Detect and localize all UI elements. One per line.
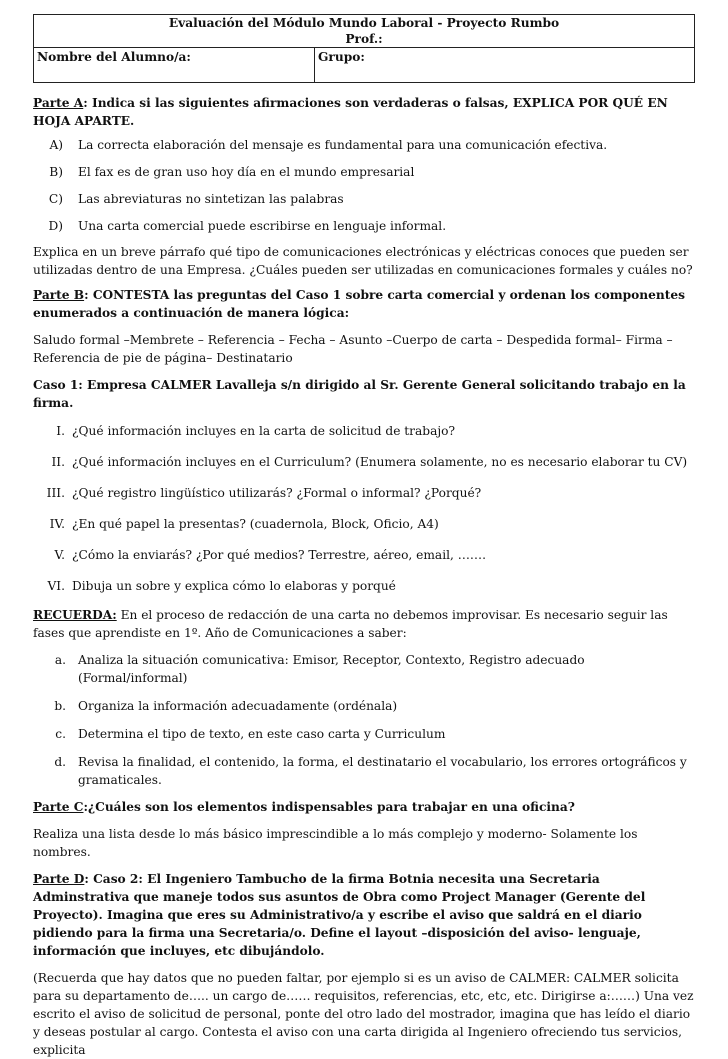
list-item xyxy=(33,753,695,789)
list-item xyxy=(33,190,695,208)
parte-a-explica: Explica en un breve párrafo qué tipo de comunicaciones electrónicas y eléctricas conoces que pueden ser utilizadas dentro de una Empresa. ¿Cuáles pueden ser utilizadas en comunicaciones formales y cuáles no? xyxy=(33,245,693,277)
caso-1-text: Caso 1: Empresa CALMER Lavalleja s/n dirigido al Sr. Gerente General solicitando trabajo en la firma. xyxy=(33,378,686,410)
list-item xyxy=(33,697,695,715)
parte-a-list xyxy=(33,136,695,235)
parte-a-heading xyxy=(33,94,695,130)
list-item-text: El fax es de gran uso hoy día en el mundo empresarial xyxy=(78,165,415,179)
list-marker: I. xyxy=(56,424,65,438)
parte-a-label: Parte A xyxy=(33,96,84,110)
recuerda-steps xyxy=(33,651,695,789)
parte-c-heading xyxy=(33,798,695,816)
student-name-cell: Nombre del Alumno/a: xyxy=(34,48,315,83)
list-item-text: La correcta elaboración del mensaje es fundamental para una comunicación efectiva. xyxy=(78,138,608,152)
parte-b-instruction: : CONTESTA las preguntas del Caso 1 sobre carta comercial y ordenan los componentes enumerados a continuación de manera lógica: xyxy=(33,288,686,320)
list-item xyxy=(33,546,695,564)
list-item xyxy=(33,651,695,687)
list-marker: VI. xyxy=(47,579,65,593)
recuerda-paragraph xyxy=(33,606,695,642)
parte-b-heading xyxy=(33,286,695,322)
parte-d-instruction: : Caso 2: El Ingeniero Tambucho de la firma Botnia necesita una Secretaria Adminstrativa que maneje todos sus asuntos de Obra como Project Manager (Gerente del Proyecto). Imagina que eres su Administrativo/a y escribe el aviso que saldrá en el diario pidiendo para la firma una Secretaria/o. Define el layout –disposición del aviso- lenguaje, información que incluyes, etc dibujándolo. xyxy=(33,872,646,958)
list-marker: II. xyxy=(51,455,65,469)
parte-c-label: Parte C xyxy=(33,800,84,814)
list-item-text: Revisa la finalidad, el contenido, la forma, el destinatario el vocabulario, los errores ortográficos y gramaticales. xyxy=(78,755,687,787)
recuerda-text: En el proceso de redacción de una carta no debemos improvisar. Es necesario seguir las fases que aprendiste en 1º. Año de Comunicaciones a saber: xyxy=(33,608,668,640)
header-title xyxy=(34,15,695,48)
parte-d-body: (Recuerda que hay datos que no pueden faltar, por ejemplo si es un aviso de CALMER: CALMER solicita para su departamento de….. un cargo de…… requisitos, referencias, etc, etc, etc. Dirigirse a:……) Una vez escrito el aviso de solicitud de personal, ponte del otro lado del mostrador, imagina que has leído el diario y deseas postular al cargo. Contesta el aviso con una carta dirigida al Ingeniero ofreciendo tus servicios, explicita xyxy=(33,971,694,1057)
list-item xyxy=(33,163,695,181)
list-item xyxy=(33,453,695,471)
list-item-text: ¿Qué información incluyes en la carta de solicitud de trabajo? xyxy=(72,424,455,438)
list-item xyxy=(33,217,695,235)
list-marker: III. xyxy=(46,486,65,500)
list-item-text: Determina el tipo de texto, en este caso carta y Curriculum xyxy=(78,727,446,741)
list-marker: b. xyxy=(54,699,66,713)
list-item-text: ¿Qué información incluyes en el Curriculum? (Enumera solamente, no es necesario elaborar tu CV) xyxy=(72,455,688,469)
list-item-text: Las abreviaturas no sintetizan las palabras xyxy=(78,192,344,206)
list-item xyxy=(33,136,695,154)
recuerda-label: RECUERDA: xyxy=(33,608,117,622)
caso-1-questions xyxy=(33,422,695,595)
list-item-text: Organiza la información adecuadamente (ordénala) xyxy=(78,699,398,713)
caso-1-heading xyxy=(33,376,695,412)
list-item-text: ¿En qué papel la presentas? (cuadernola, Block, Oficio, A4) xyxy=(72,517,439,531)
list-marker: B) xyxy=(49,165,63,179)
list-item-text: Analiza la situación comunicativa: Emisor, Receptor, Contexto, Registro adecuado (Formal/informal) xyxy=(78,653,585,685)
list-item xyxy=(33,484,695,502)
list-item-text: ¿Cómo la enviarás? ¿Por qué medios? Terrestre, aéreo, email, ……. xyxy=(72,548,486,562)
list-marker: V. xyxy=(54,548,65,562)
list-marker: c. xyxy=(55,727,66,741)
list-item-text: Dibuja un sobre y explica cómo lo elaboras y porqué xyxy=(72,579,396,593)
list-marker: C) xyxy=(48,192,63,206)
list-marker: A) xyxy=(49,138,63,152)
parte-b-components: Saludo formal –Membrete – Referencia – Fecha – Asunto –Cuerpo de carta – Despedida formal– Firma – Referencia de pie de página– Destinatario xyxy=(33,333,673,365)
list-item-text: Una carta comercial puede escribirse en lenguaje informal. xyxy=(78,219,447,233)
document-page xyxy=(33,14,695,1059)
document-title: Evaluación del Módulo Mundo Laboral - Proyecto Rumbo xyxy=(168,16,560,30)
list-item xyxy=(33,577,695,595)
list-item xyxy=(33,725,695,743)
list-item xyxy=(33,515,695,533)
parte-c-body: Realiza una lista desde lo más básico imprescindible a lo más complejo y moderno- Solamente los nombres. xyxy=(33,827,638,859)
list-marker: D) xyxy=(48,219,63,233)
list-item-text: ¿Qué registro lingüístico utilizarás? ¿Formal o informal? ¿Porqué? xyxy=(72,486,482,500)
list-marker: a. xyxy=(54,653,66,667)
list-item xyxy=(33,422,695,440)
parte-c-instruction: :¿Cuáles son los elementos indispensables para trabajar en una oficina? xyxy=(83,800,575,814)
parte-b-label: Parte B xyxy=(33,288,85,302)
list-marker: d. xyxy=(54,755,66,769)
header-table xyxy=(33,14,695,83)
parte-d-label: Parte D xyxy=(33,872,85,886)
list-marker: IV. xyxy=(49,517,65,531)
parte-d-heading xyxy=(33,870,695,960)
parte-a-instruction: : Indica si las siguientes afirmaciones son verdaderas o falsas, EXPLICA POR QUÉ EN HOJA APARTE. xyxy=(33,96,668,128)
group-cell: Grupo: xyxy=(315,48,695,83)
teacher-label: Prof.: xyxy=(345,32,383,46)
